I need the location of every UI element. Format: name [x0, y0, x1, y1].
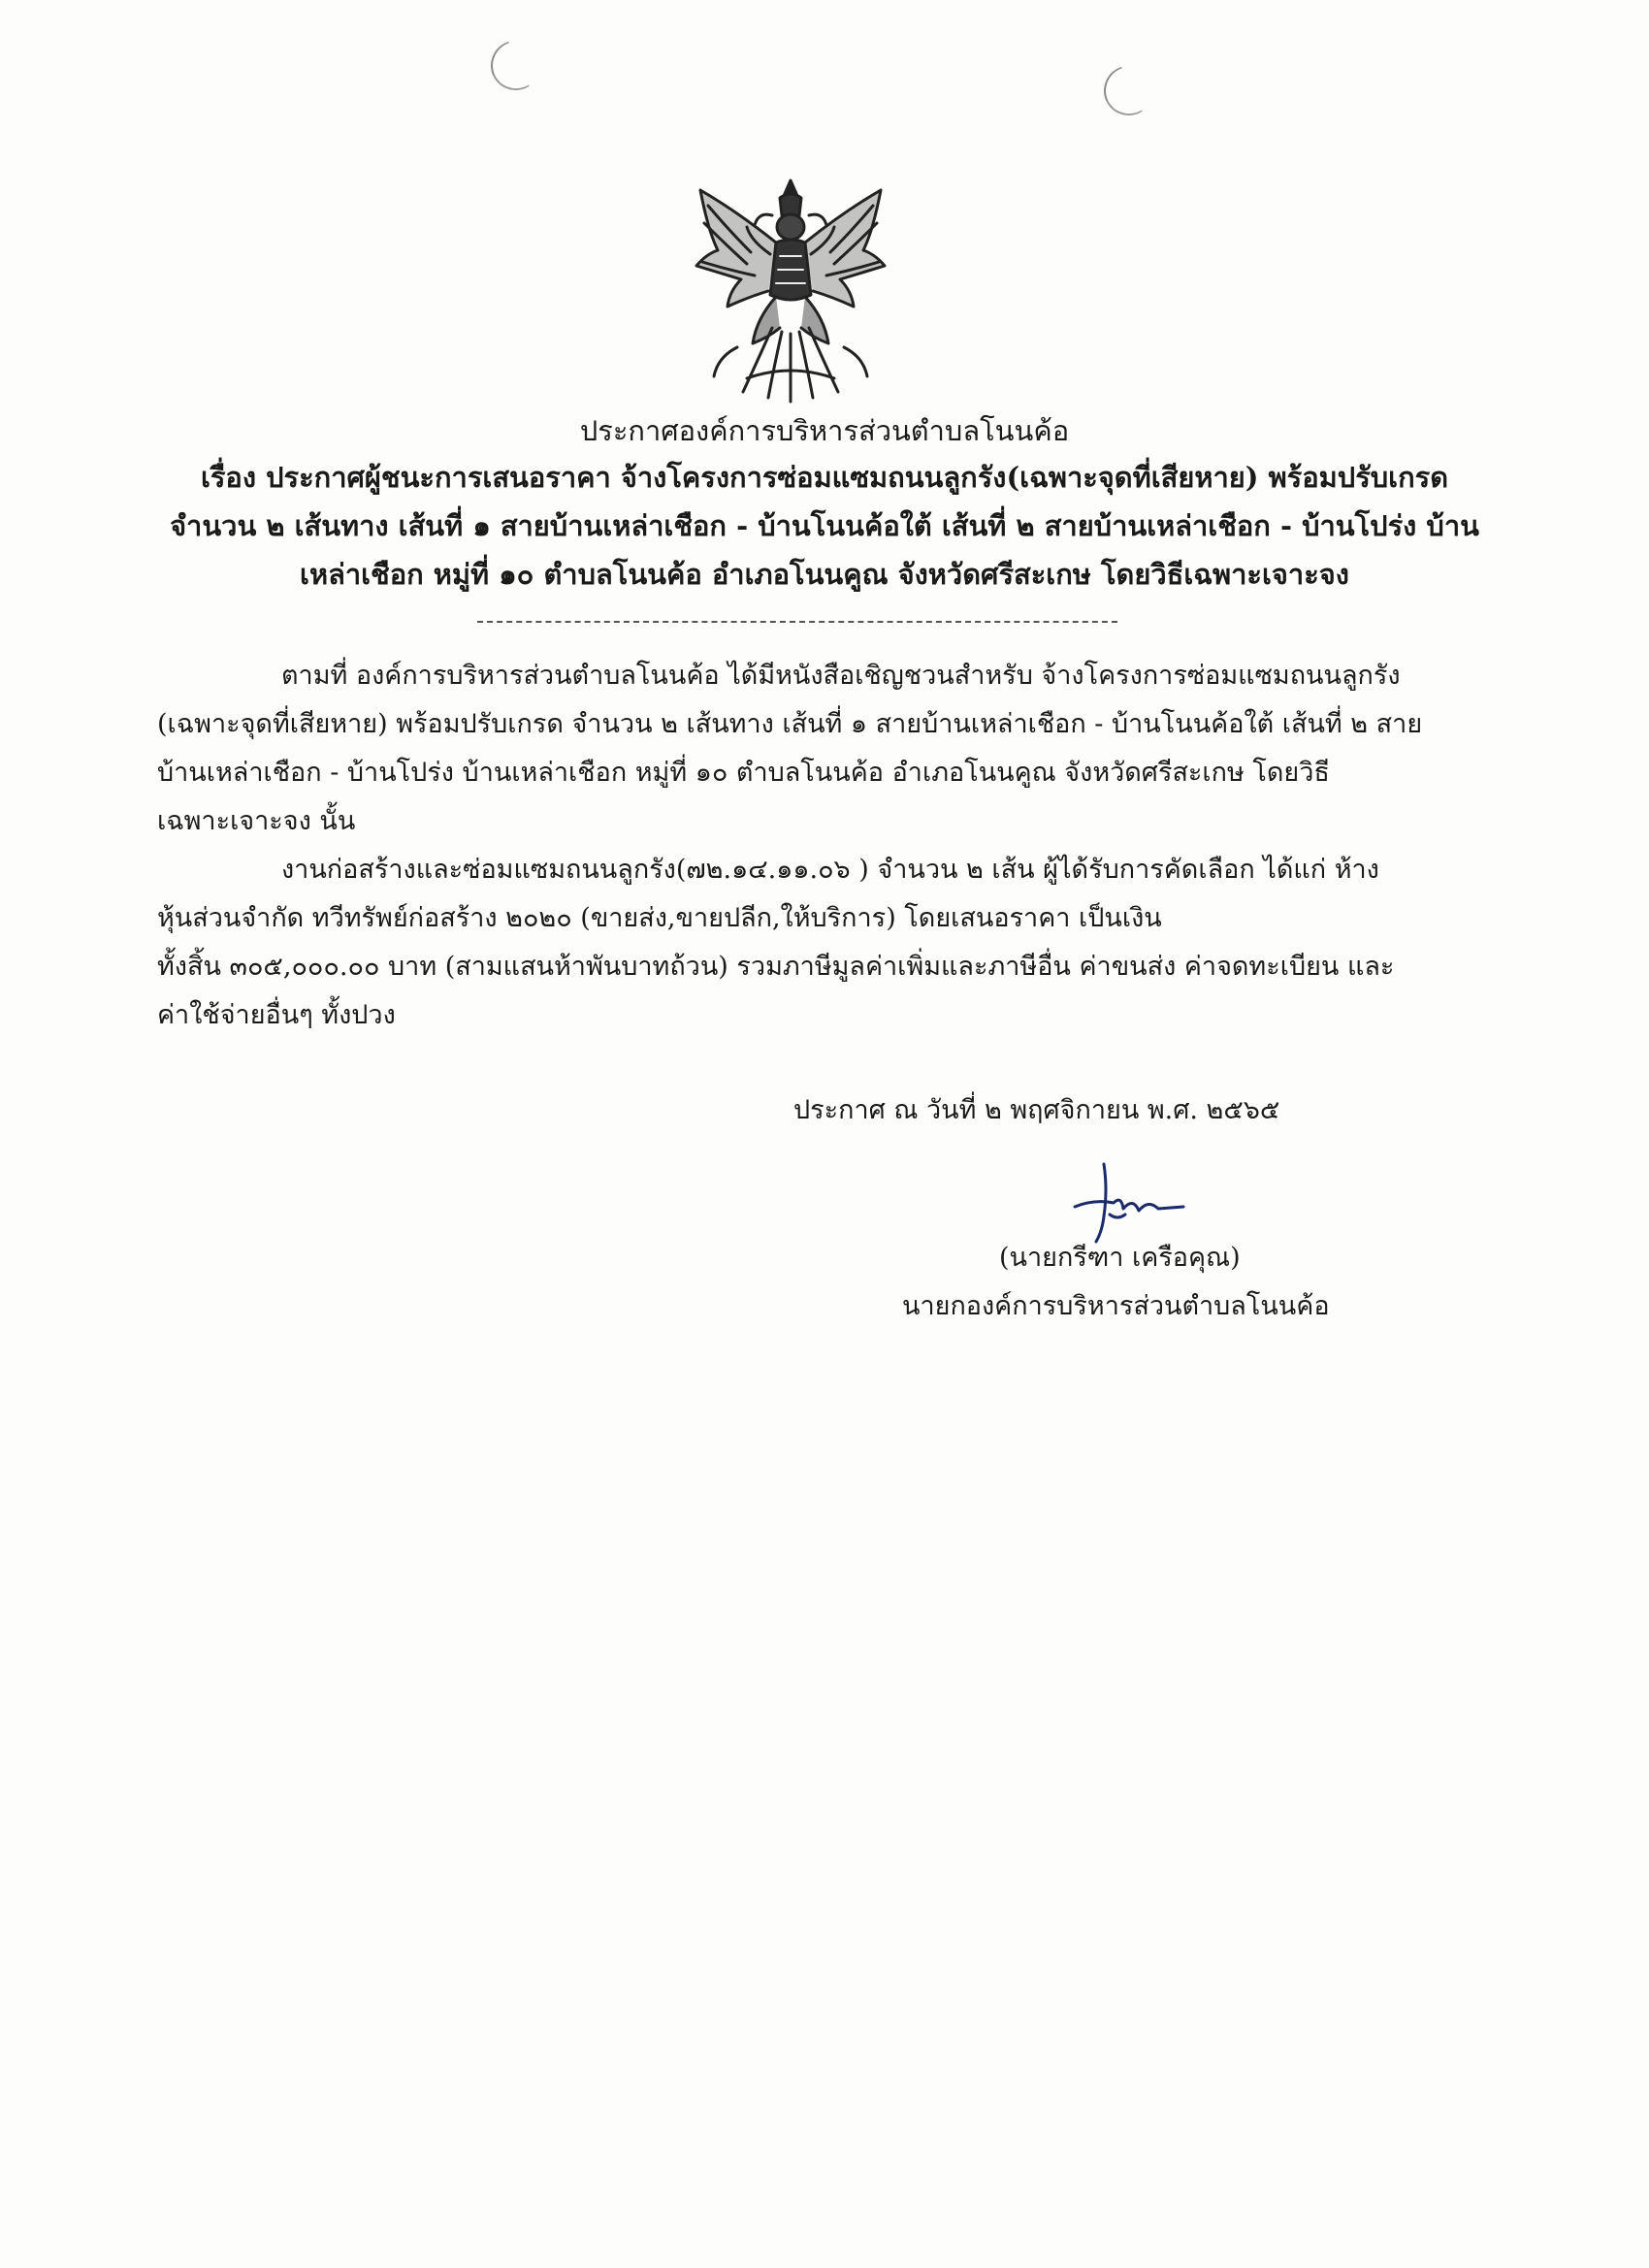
body-paragraph-line: ทั้งสิ้น ๓๐๕,๐๐๐.๐๐ บาท (สามแสนห้าพันบาทถ้วน) รวมภาษีมูลค่าเพิ่มและภาษีอื่น ค่าขนส่ง ค่าจดทะเบียน และ — [157, 952, 1395, 982]
announcement-subject-line: เรื่อง ประกาศผู้ชนะการเสนอราคา จ้างโครงการซ่อมแซมถนนลูกรัง(เฉพาะจุดที่เสียหาย) พร้อมปรับเกรด — [200, 461, 1449, 494]
punch-hole-mark — [1097, 59, 1160, 122]
body-paragraph-line: (เฉพาะจุดที่เสียหาย) พร้อมปรับเกรด จำนวน ๒ เส้นทาง เส้นที่ ๑ สายบ้านเหล่าเชือก - บ้านโนนค้อใต้ เส้นที่ ๒ สาย — [157, 709, 1423, 739]
body-paragraph-line: หุ้นส่วนจำกัด ทวีทรัพย์ก่อสร้าง ๒๐๒๐ (ขายส่ง,ขายปลีก,ให้บริการ) โดยเสนอราคา เป็นเงิน — [157, 903, 1162, 933]
announcement-subject-line: จำนวน ๒ เส้นทาง เส้นที่ ๑ สายบ้านเหล่าเชือก - บ้านโนนค้อใต้ เส้นที่ ๒ สายบ้านเหล่าเชือก - บ้านโปร่ง บ้าน — [170, 509, 1479, 542]
handwritten-signature — [1065, 1160, 1191, 1244]
body-paragraph-line: งานก่อสร้างและซ่อมแซมถนนลูกรัง(๗๒.๑๔.๑๑.๐๖ ) จำนวน ๒ เส้น ผู้ได้รับการคัดเลือก ได้แก่ ห้าง — [281, 855, 1379, 885]
body-paragraph-line: ค่าใช้จ่ายอื่นๆ ทั้งปวง — [157, 1000, 396, 1030]
body-paragraph-line: บ้านเหล่าเชือก - บ้านโปร่ง บ้านเหล่าเชือก หมู่ที่ ๑๐ ตำบลโนนค้อ อำเภอโนนคูณ จังหวัดศรีสะเกษ โดยวิธี — [157, 758, 1330, 788]
announcement-organization: ประกาศองค์การบริหารส่วนตำบลโนนค้อ — [579, 414, 1070, 447]
garuda-emblem-icon — [679, 173, 902, 405]
announcement-date: ประกาศ ณ วันที่ ๒ พฤศจิกายน พ.ศ. ๒๕๖๕ — [793, 1095, 1280, 1125]
signer-title: นายกองค์การบริหารส่วนตำบลโนนค้อ — [902, 1291, 1330, 1321]
signer-name: (นายกรีฑา เครือคุณ) — [999, 1243, 1241, 1273]
announcement-subject-line: เหล่าเชือก หมู่ที่ ๑๐ ตำบลโนนค้อ อำเภอโนนคูณ จังหวัดศรีสะเกษ โดยวิธีเฉพาะเจาะจง — [300, 558, 1349, 591]
body-paragraph-line: ตามที่ องค์การบริหารส่วนตำบลโนนค้อ ได้มีหนังสือเชิญชวนสำหรับ จ้างโครงการซ่อมแซมถนนลูกรัง — [281, 661, 1401, 691]
dashed-divider — [477, 621, 1117, 623]
punch-hole-mark — [484, 34, 547, 97]
body-paragraph-line: เฉพาะเจาะจง นั้น — [157, 806, 356, 836]
